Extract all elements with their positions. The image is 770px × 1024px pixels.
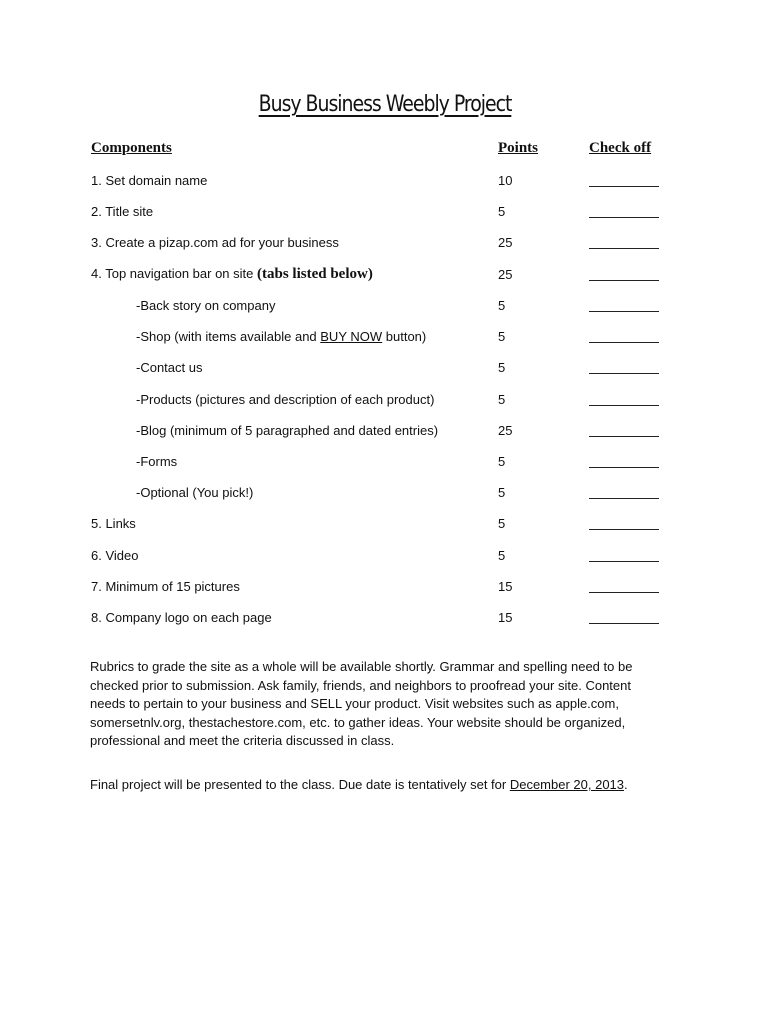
list-item — [0, 329, 770, 351]
check-off-line — [589, 592, 659, 593]
due-date-text: Final project will be presented to the class. Due date is tentatively set for — [90, 777, 510, 792]
list-item — [0, 579, 770, 601]
check-off-line — [589, 467, 659, 468]
check-off-line — [589, 186, 659, 187]
item-points: 5 — [498, 298, 506, 313]
item-label: -Optional (You pick!) — [136, 485, 254, 500]
item-label: 7. Minimum of 15 pictures — [91, 579, 240, 594]
list-item — [0, 265, 770, 287]
check-off-line — [589, 405, 659, 406]
check-off-line — [589, 561, 659, 562]
item-label-text: 4. Top navigation bar on site — [91, 266, 257, 281]
item-points: 25 — [498, 423, 513, 438]
check-off-line — [589, 342, 659, 343]
check-off-line — [589, 498, 659, 499]
item-label: -Contact us — [136, 360, 203, 375]
item-points: 5 — [498, 204, 506, 219]
item-label: 1. Set domain name — [91, 173, 208, 188]
item-label — [91, 266, 373, 283]
item-points: 25 — [498, 235, 513, 250]
buy-now-text: BUY NOW — [320, 329, 383, 344]
list-item — [0, 454, 770, 476]
rubric-paragraph: Rubrics to grade the site as a whole will be available shortly. Grammar and spelling need to be checked prior to submission. Ask family, friends, and neighbors to proofread your site. Content needs to pertain to your business and SELL your product. Visit websites such as apple.com, somersetnlv.org, thestachestore.com, etc. to gather ideas. Your website should be organized, professional and meet the criteria discussed in class. — [90, 659, 633, 748]
check-off-line — [589, 623, 659, 624]
item-points: 25 — [498, 267, 513, 282]
item-points: 5 — [498, 516, 506, 531]
item-points: 10 — [498, 173, 513, 188]
check-off-line — [589, 280, 659, 281]
check-off-line — [589, 436, 659, 437]
item-label: 6. Video — [91, 548, 139, 563]
list-item — [0, 173, 770, 195]
item-points: 15 — [498, 579, 513, 594]
item-label: -Products (pictures and description of each product) — [136, 392, 435, 407]
points-header: Points — [498, 140, 539, 156]
item-points: 5 — [498, 548, 506, 563]
item-label-text: button) — [382, 329, 427, 344]
item-points: 5 — [498, 360, 506, 375]
list-item — [0, 516, 770, 538]
item-label: 2. Title site — [91, 204, 154, 219]
components-header: Components — [91, 140, 172, 156]
check-off-line — [589, 248, 659, 249]
item-label: 3. Create a pizap.com ad for your business — [91, 235, 339, 250]
check-off-header: Check off — [589, 140, 652, 156]
due-date-end: . — [624, 777, 628, 792]
list-item — [0, 235, 770, 257]
item-points: 15 — [498, 610, 513, 625]
due-date: December 20, 2013 — [509, 777, 625, 792]
document-title: Busy Business Weebly Project — [258, 92, 512, 117]
list-item — [0, 204, 770, 226]
item-label: -Forms — [136, 454, 178, 469]
item-points: 5 — [498, 454, 506, 469]
list-item — [0, 298, 770, 320]
item-points: 5 — [498, 392, 506, 407]
list-item — [0, 392, 770, 414]
item-points: 5 — [498, 329, 506, 344]
check-off-line — [589, 217, 659, 218]
item-label-emphasis: (tabs listed below) — [257, 266, 373, 282]
item-label: 8. Company logo on each page — [91, 610, 272, 625]
check-off-line — [589, 529, 659, 530]
list-item — [0, 548, 770, 570]
item-points: 5 — [498, 485, 506, 500]
check-off-line — [589, 373, 659, 374]
item-label — [136, 329, 426, 344]
item-label: -Blog (minimum of 5 paragraphed and dated entries) — [136, 423, 439, 438]
list-item — [0, 610, 770, 632]
item-label-text: -Shop (with items available and — [136, 329, 321, 344]
due-date-paragraph — [90, 776, 665, 795]
list-item — [0, 423, 770, 445]
check-off-line — [589, 311, 659, 312]
list-item — [0, 360, 770, 382]
item-label: 5. Links — [91, 516, 136, 531]
list-item — [0, 485, 770, 507]
item-label: -Back story on company — [136, 298, 276, 313]
